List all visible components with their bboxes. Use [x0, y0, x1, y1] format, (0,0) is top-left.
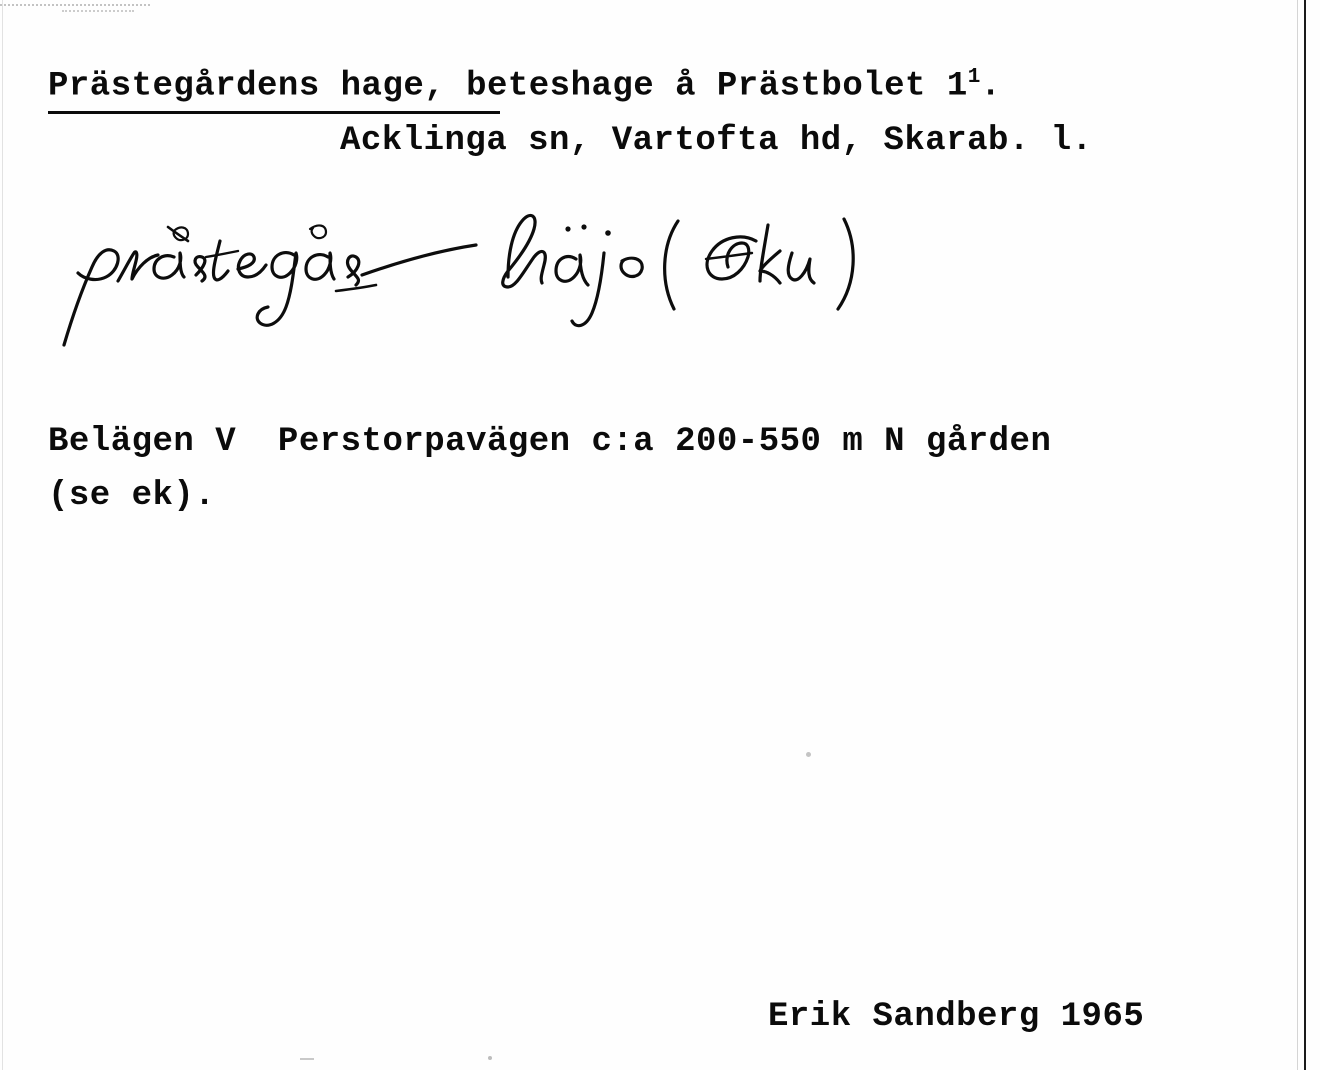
scan-edge-right-inner	[1297, 0, 1298, 1070]
scan-edge-top-dotted	[0, 4, 150, 8]
card-body-line-2: (se ek).	[48, 477, 216, 515]
scan-speck	[300, 1058, 314, 1060]
card-title-underline	[48, 111, 500, 114]
card-title-trailing: .	[980, 67, 1002, 106]
scan-edge-right	[1304, 0, 1306, 1070]
scan-speck	[488, 1056, 492, 1060]
card-body-line-1: Belägen V Perstorpavägen c:a 200-550 m N gården	[48, 423, 1052, 461]
card-title-text: Prästegårdens hage, beteshage å Prästbolet 1	[48, 67, 968, 106]
handwritten-annotation	[56, 205, 916, 355]
card-title-superscript: 1	[967, 66, 981, 89]
handwriting-strokes	[56, 205, 916, 355]
scan-edge-top-dotted-secondary	[62, 10, 134, 14]
card-signature: Erik Sandberg 1965	[768, 998, 1145, 1036]
card-subtitle: Acklinga sn, Vartofta hd, Skarab. l.	[340, 122, 1093, 160]
card-title	[48, 66, 1001, 105]
scan-edge-left	[2, 0, 3, 1070]
scan-speck	[806, 752, 811, 757]
